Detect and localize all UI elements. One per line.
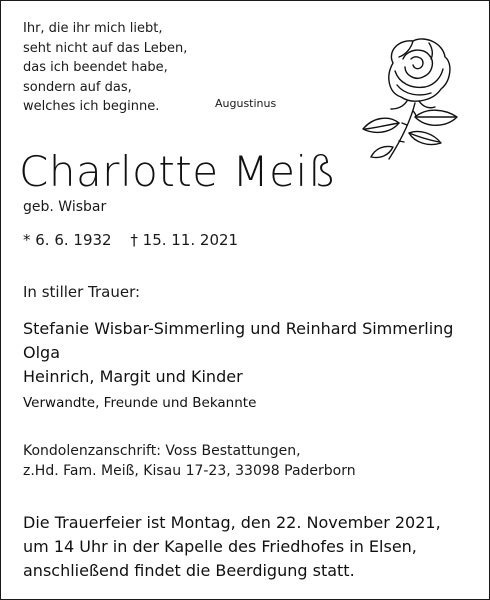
birth-date: * 6. 6. 1932 (23, 231, 112, 249)
condolence-address (23, 441, 356, 481)
quote-line: Ihr, die ihr mich liebt, (23, 21, 163, 36)
life-dates (23, 231, 238, 249)
mourner-line: Stefanie Wisbar-Simmerling und Reinhard Simmerling (23, 319, 454, 338)
ceremony-line: anschließend findet die Beerdigung statt. (23, 561, 355, 580)
mourning-label: In stiller Trauer: (23, 283, 141, 301)
quote (23, 19, 187, 117)
quote-line: das ich beendet habe, (23, 60, 168, 75)
quote-line: seht nicht auf das Leben, (23, 40, 188, 56)
condolence-line: Kondolenzanschrift: Voss Bestattungen, (23, 443, 301, 459)
death-date: † 15. 11. 2021 (130, 231, 239, 249)
condolence-line: z.Hd. Fam. Meiß, Kisau 17-23, 33098 Paderborn (23, 463, 356, 479)
rose-icon (353, 29, 469, 165)
ceremony-line: um 14 Uhr in der Kapelle des Friedhofes in Elsen, (23, 537, 417, 556)
mourners-list (23, 317, 453, 415)
mourner-line: Olga (23, 343, 60, 362)
maiden-name: geb. Wisbar (23, 199, 107, 215)
mourner-line: Verwandte, Freunde und Bekannte (23, 395, 257, 411)
ceremony-line: Die Trauerfeier ist Montag, den 22. November 2021, (23, 513, 441, 532)
mourner-line: Heinrich, Margit und Kinder (23, 367, 243, 386)
quote-author: Augustinus (215, 97, 277, 110)
deceased-name: Charlotte Meiß (19, 147, 337, 196)
quote-line: sondern auf das, (23, 79, 132, 95)
ceremony-info (23, 511, 441, 583)
quote-line: welches ich beginne. (23, 99, 160, 114)
